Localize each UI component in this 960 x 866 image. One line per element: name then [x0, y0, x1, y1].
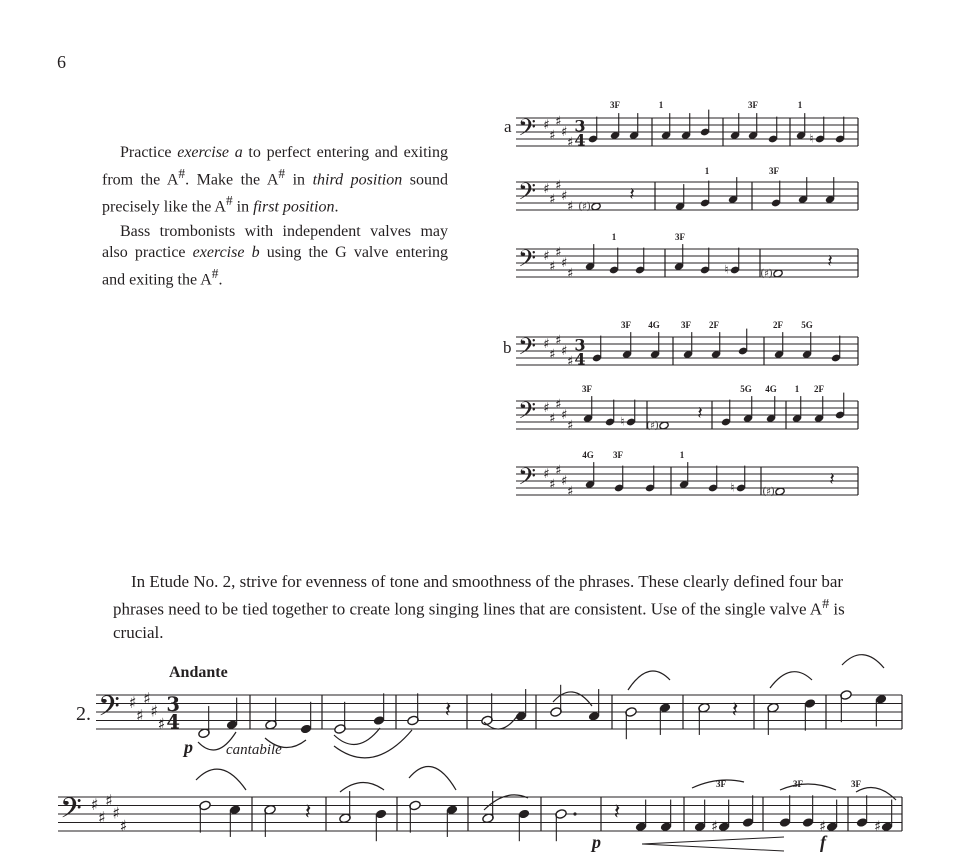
text-run: Practice: [120, 144, 178, 161]
sharp-icon: ♯: [555, 333, 562, 349]
sharp-icon: ♯: [150, 701, 159, 721]
sharp-icon: ♯: [119, 816, 128, 836]
sharp-icon: ♯: [561, 188, 568, 204]
text-run: in: [232, 198, 254, 216]
slur: [334, 730, 412, 758]
time-signature-bottom: 4: [574, 349, 586, 369]
fingering-label: 5G: [740, 384, 752, 394]
sharp-icon: ♯: [549, 347, 556, 363]
time-signature-bottom: 4: [166, 710, 181, 734]
sharp-icon: ♯: [561, 407, 568, 423]
sharp-icon: ♯: [549, 411, 556, 427]
slur: [780, 784, 836, 790]
exercise-b-label: b: [503, 338, 512, 357]
fingering-label: 1: [704, 166, 710, 176]
courtesy-sharp-icon: (♯): [646, 420, 659, 432]
sharp-icon: ♯: [567, 199, 574, 215]
fingering-label: 3F: [851, 779, 861, 789]
fingering-label: 4G: [582, 450, 594, 460]
fingering-label: 3F: [681, 320, 691, 330]
time-signature-top: 3: [574, 116, 586, 136]
time-signature-top: 3: [574, 335, 586, 355]
bass-clef-icon: 𝄢: [518, 396, 537, 430]
text-run: . Make the A: [185, 171, 279, 189]
sharp-icon: ♯: [555, 397, 562, 413]
fingering-label: 1: [611, 232, 617, 242]
text-run: .: [334, 198, 339, 216]
fingering-label: 3F: [769, 166, 779, 176]
natural-icon: ♮: [620, 414, 625, 429]
sharp-icon: ♯: [555, 245, 562, 261]
bass-clef-icon: 𝄢: [518, 113, 537, 147]
fingering-label: 3F: [675, 232, 685, 242]
sharp-icon: ♯: [105, 790, 113, 810]
quarter-rest-icon: 𝄽: [444, 697, 452, 724]
sharp-icon: ♯: [549, 477, 556, 493]
dynamic-marking: p: [592, 832, 601, 852]
slur: [856, 788, 896, 801]
fingering-label: 4G: [765, 384, 777, 394]
text-run: using the G valve entering and exiting the A: [102, 243, 449, 288]
sharp-icon: ♯: [543, 466, 550, 482]
slur: [770, 672, 812, 688]
time-signature-bottom: 4: [574, 130, 586, 150]
sharp-icon: ♯: [561, 343, 568, 359]
sharp-icon: ♯: [561, 473, 568, 489]
text-run: is crucial.: [113, 599, 845, 642]
text-run-italic: exercise a: [177, 144, 243, 161]
sharp-icon: ♯: [157, 714, 166, 734]
slur: [628, 671, 670, 690]
fingering-label: 2F: [814, 384, 824, 394]
fingering-label: 4G: [648, 320, 660, 330]
text-run-italic: exercise b: [192, 243, 260, 261]
sharp-icon: ♯: [543, 336, 550, 352]
sharp-icon: ♯: [90, 795, 99, 815]
fingering-label: 3F: [582, 384, 592, 394]
slur: [842, 655, 884, 668]
sharp-icon: ♯: [555, 463, 562, 479]
sharp-icon: ♯: [555, 178, 562, 194]
text-run: Bass trombonists with independent valves may also practice: [102, 222, 448, 261]
slur: [409, 766, 456, 790]
text-run: sound precisely like the A: [102, 171, 449, 216]
fingering-label: 3F: [621, 320, 631, 330]
sharp-icon: ♯: [97, 807, 106, 827]
sharp-icon: ♯: [711, 819, 719, 835]
bass-clef-icon: 𝄢: [60, 791, 82, 832]
sharp-icon: ♯: [567, 484, 574, 500]
time-signature-top: 3: [166, 693, 181, 717]
sharp-superscript: #: [211, 265, 219, 281]
sharp-icon: ♯: [549, 259, 556, 275]
fingering-label: 3F: [610, 100, 620, 110]
courtesy-sharp-icon: (♯): [762, 486, 775, 498]
sharp-icon: ♯: [549, 128, 556, 144]
sharp-icon: ♯: [561, 255, 568, 271]
tempo-marking: Andante: [169, 664, 228, 681]
sharp-icon: ♯: [112, 803, 121, 823]
fingering-label: 3F: [613, 450, 623, 460]
fingering-label: 3F: [793, 779, 803, 789]
fingering-label: 1: [679, 450, 685, 460]
bass-clef-icon: 𝄢: [518, 332, 537, 366]
natural-icon: ♮: [730, 480, 735, 495]
sharp-superscript: #: [225, 193, 233, 209]
sharp-icon: ♯: [561, 124, 568, 140]
bass-clef-icon: 𝄢: [518, 244, 537, 278]
bass-clef-icon: 𝄢: [518, 462, 537, 496]
sharp-superscript: #: [178, 166, 186, 181]
sharp-icon: ♯: [143, 688, 151, 708]
sharp-icon: ♯: [567, 354, 574, 370]
fingering-label: 3F: [748, 100, 758, 110]
quarter-rest-icon: 𝄽: [829, 469, 835, 491]
fingering-label: 2F: [709, 320, 719, 330]
text-run-italic: third position: [312, 171, 403, 189]
quarter-rest-icon: 𝄽: [304, 799, 312, 826]
slur: [196, 769, 246, 790]
fingering-label: 1: [658, 100, 664, 110]
sharp-icon: ♯: [543, 181, 550, 197]
bass-clef-icon: 𝄢: [518, 177, 537, 211]
natural-icon: ♮: [809, 131, 814, 146]
natural-icon: ♮: [724, 262, 729, 277]
text-run: to perfect entering and exiting from the A: [102, 144, 449, 189]
fingering-label: 5G: [801, 320, 813, 330]
text-run: .: [218, 270, 223, 288]
sharp-icon: ♯: [543, 248, 550, 264]
sharp-icon: ♯: [567, 418, 574, 434]
quarter-rest-icon: 𝄽: [731, 697, 739, 724]
sharp-icon: ♯: [819, 819, 827, 835]
text-run: in: [285, 171, 313, 189]
exercise-a-label: a: [504, 117, 512, 136]
sharp-icon: ♯: [567, 135, 574, 151]
etude-number: 2.: [76, 703, 91, 725]
page-number: 6: [57, 52, 66, 72]
sharp-superscript: #: [822, 596, 830, 612]
quarter-rest-icon: 𝄽: [613, 799, 621, 826]
sharp-icon: ♯: [128, 693, 137, 713]
slur: [340, 782, 384, 792]
courtesy-sharp-icon: (♯): [578, 201, 591, 213]
dot: [573, 812, 576, 815]
text-run-italic: first position: [253, 198, 335, 216]
courtesy-sharp-icon: (♯): [760, 268, 773, 280]
quarter-rest-icon: 𝄽: [827, 251, 833, 273]
fingering-label: 2F: [773, 320, 783, 330]
sharp-icon: ♯: [874, 819, 882, 835]
fingering-label: 1: [797, 100, 803, 110]
sharp-icon: ♯: [543, 117, 550, 133]
sharp-icon: ♯: [567, 266, 574, 282]
crescendo-hairpin: [642, 837, 784, 851]
sharp-superscript: #: [278, 166, 286, 181]
fingering-label: 3F: [716, 779, 726, 789]
sharp-icon: ♯: [549, 192, 556, 208]
sharp-icon: ♯: [543, 400, 550, 416]
sharp-icon: ♯: [555, 114, 562, 130]
sharp-icon: ♯: [135, 705, 144, 725]
dynamic-marking: p: [184, 737, 193, 757]
expression-marking: cantabile: [226, 742, 282, 758]
quarter-rest-icon: 𝄽: [697, 403, 703, 425]
text-run: In Etude No. 2, strive for evenness of tone and smoothness of the phrases. These clearly defined four bar phrases need to be tied together to create long singing lines that are consistent. Use of the single valve A: [113, 572, 844, 619]
bass-clef-icon: 𝄢: [98, 689, 120, 730]
dynamic-marking: f: [820, 832, 826, 852]
quarter-rest-icon: 𝄽: [629, 184, 635, 206]
fingering-label: 1: [794, 384, 800, 394]
